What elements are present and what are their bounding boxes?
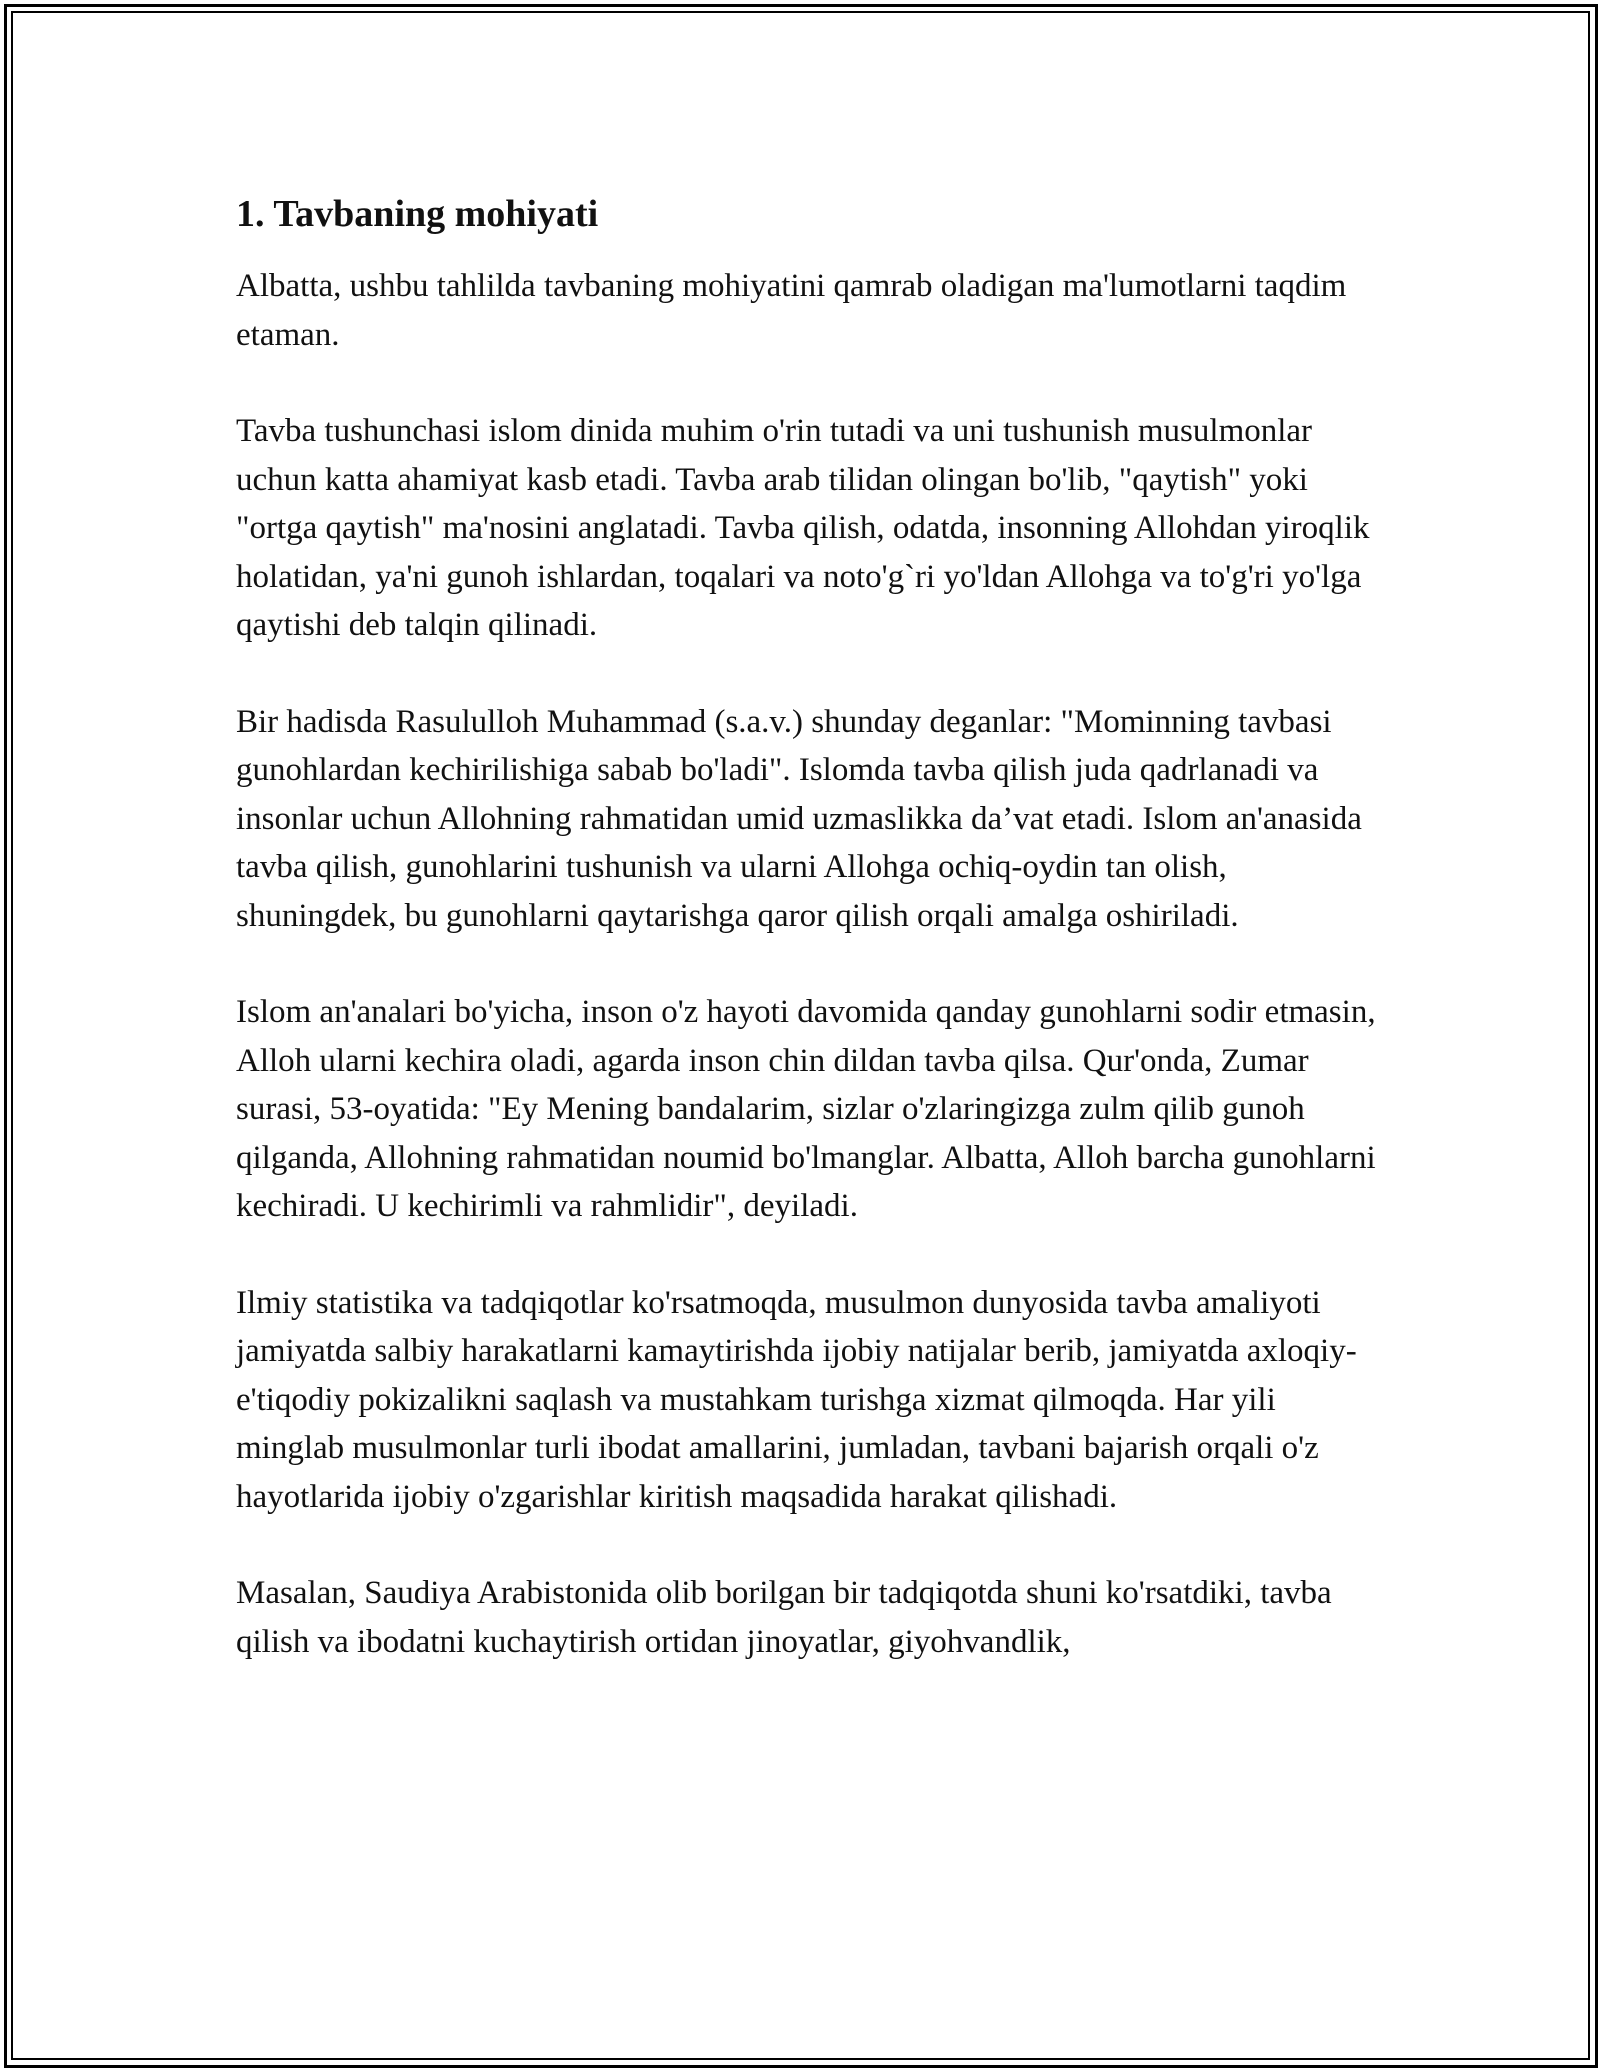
paragraph-tavba-concept: Tavba tushunchasi islom dinida muhim o'rin tutadi va uni tushunish musulmonlar uchun katta ahamiyat kasb etadi. Tavba arab tilidan olingan bo'lib, "qaytish" yoki "ortga qaytish" ma'nosini anglatadi. Tavba qilish, odatda, insonning Allohdan yiroqlik holatidan, ya'ni gunoh ishlardan, toqalari va noto'g`ri yo'ldan Allohga va to'g'ri yo'lga qaytishi deb talqin qilinadi. — [236, 413, 1370, 643]
paragraph-example: Masalan, Saudiya Arabistonida olib borilgan bir tadqiqotda shuni ko'rsatdiki, tavba qilish va ibodatni kuchaytirish ortidan jinoyatlar, giyohvandlik, — [236, 1575, 1332, 1660]
paragraph-hadith: Bir hadisda Rasululloh Muhammad (s.a.v.) shunday deganlar: "Mominning tavbasi gunohlardan kechirilishiga sabab bo'ladi". Islomda tavba qilish juda qadrlanadi va insonlar uchun Allohning rahmatidan umid uzmaslikka da’vat etadi. Islom an'anasida tavba qilish, gunohlarini tushunish va ularni Allohga ochiq-oydin tan olish, shuningdek, bu gunohlarni qaytarishga qaror qilish orqali amalga oshiriladi. — [236, 703, 1362, 934]
paragraph-quran: Islom an'analari bo'yicha, inson o'z hayoti davomida qanday gunohlarni sodir etmasin, Alloh ularni kechira oladi, agarda inson chin dildan tavba qilsa. Qur'onda, Zumar surasi, 53-oyatida: "Ey Mening bandalarim, sizlar o'zlaringizga zulm qilib gunoh qilganda, Allohning rahmatidan noumid bo'lmanglar. Albatta, Alloh barcha gunohlarni kechiradi. U kechirimli va rahmlidir", deyiladi. — [236, 994, 1376, 1224]
section-heading: 1. Tavbaning mohiyati — [236, 193, 599, 235]
paragraph-intro: Albatta, ushbu tahlilda tavbaning mohiyatini qamrab oladigan ma'lumotlarni taqdim etaman. — [236, 268, 1347, 353]
document-body — [236, 188, 1381, 1714]
paragraph-statistics: Ilmiy statistika va tadqiqotlar ko'rsatmoqda, musulmon dunyosida tavba amaliyoti jamiyatda salbiy harakatlarni kamaytirishda ijobiy natijalar berib, jamiyatda axloqiy-e'tiqodiy pokizalikni saqlash va mustahkam turishga xizmat qilmoqda. Har yili minglab musulmonlar turli ibodat amallarini, jumladan, tavbani bajarish orqali o'z hayotlarida ijobiy o'zgarishlar kiritish maqsadida harakat qilishadi. — [236, 1284, 1357, 1515]
